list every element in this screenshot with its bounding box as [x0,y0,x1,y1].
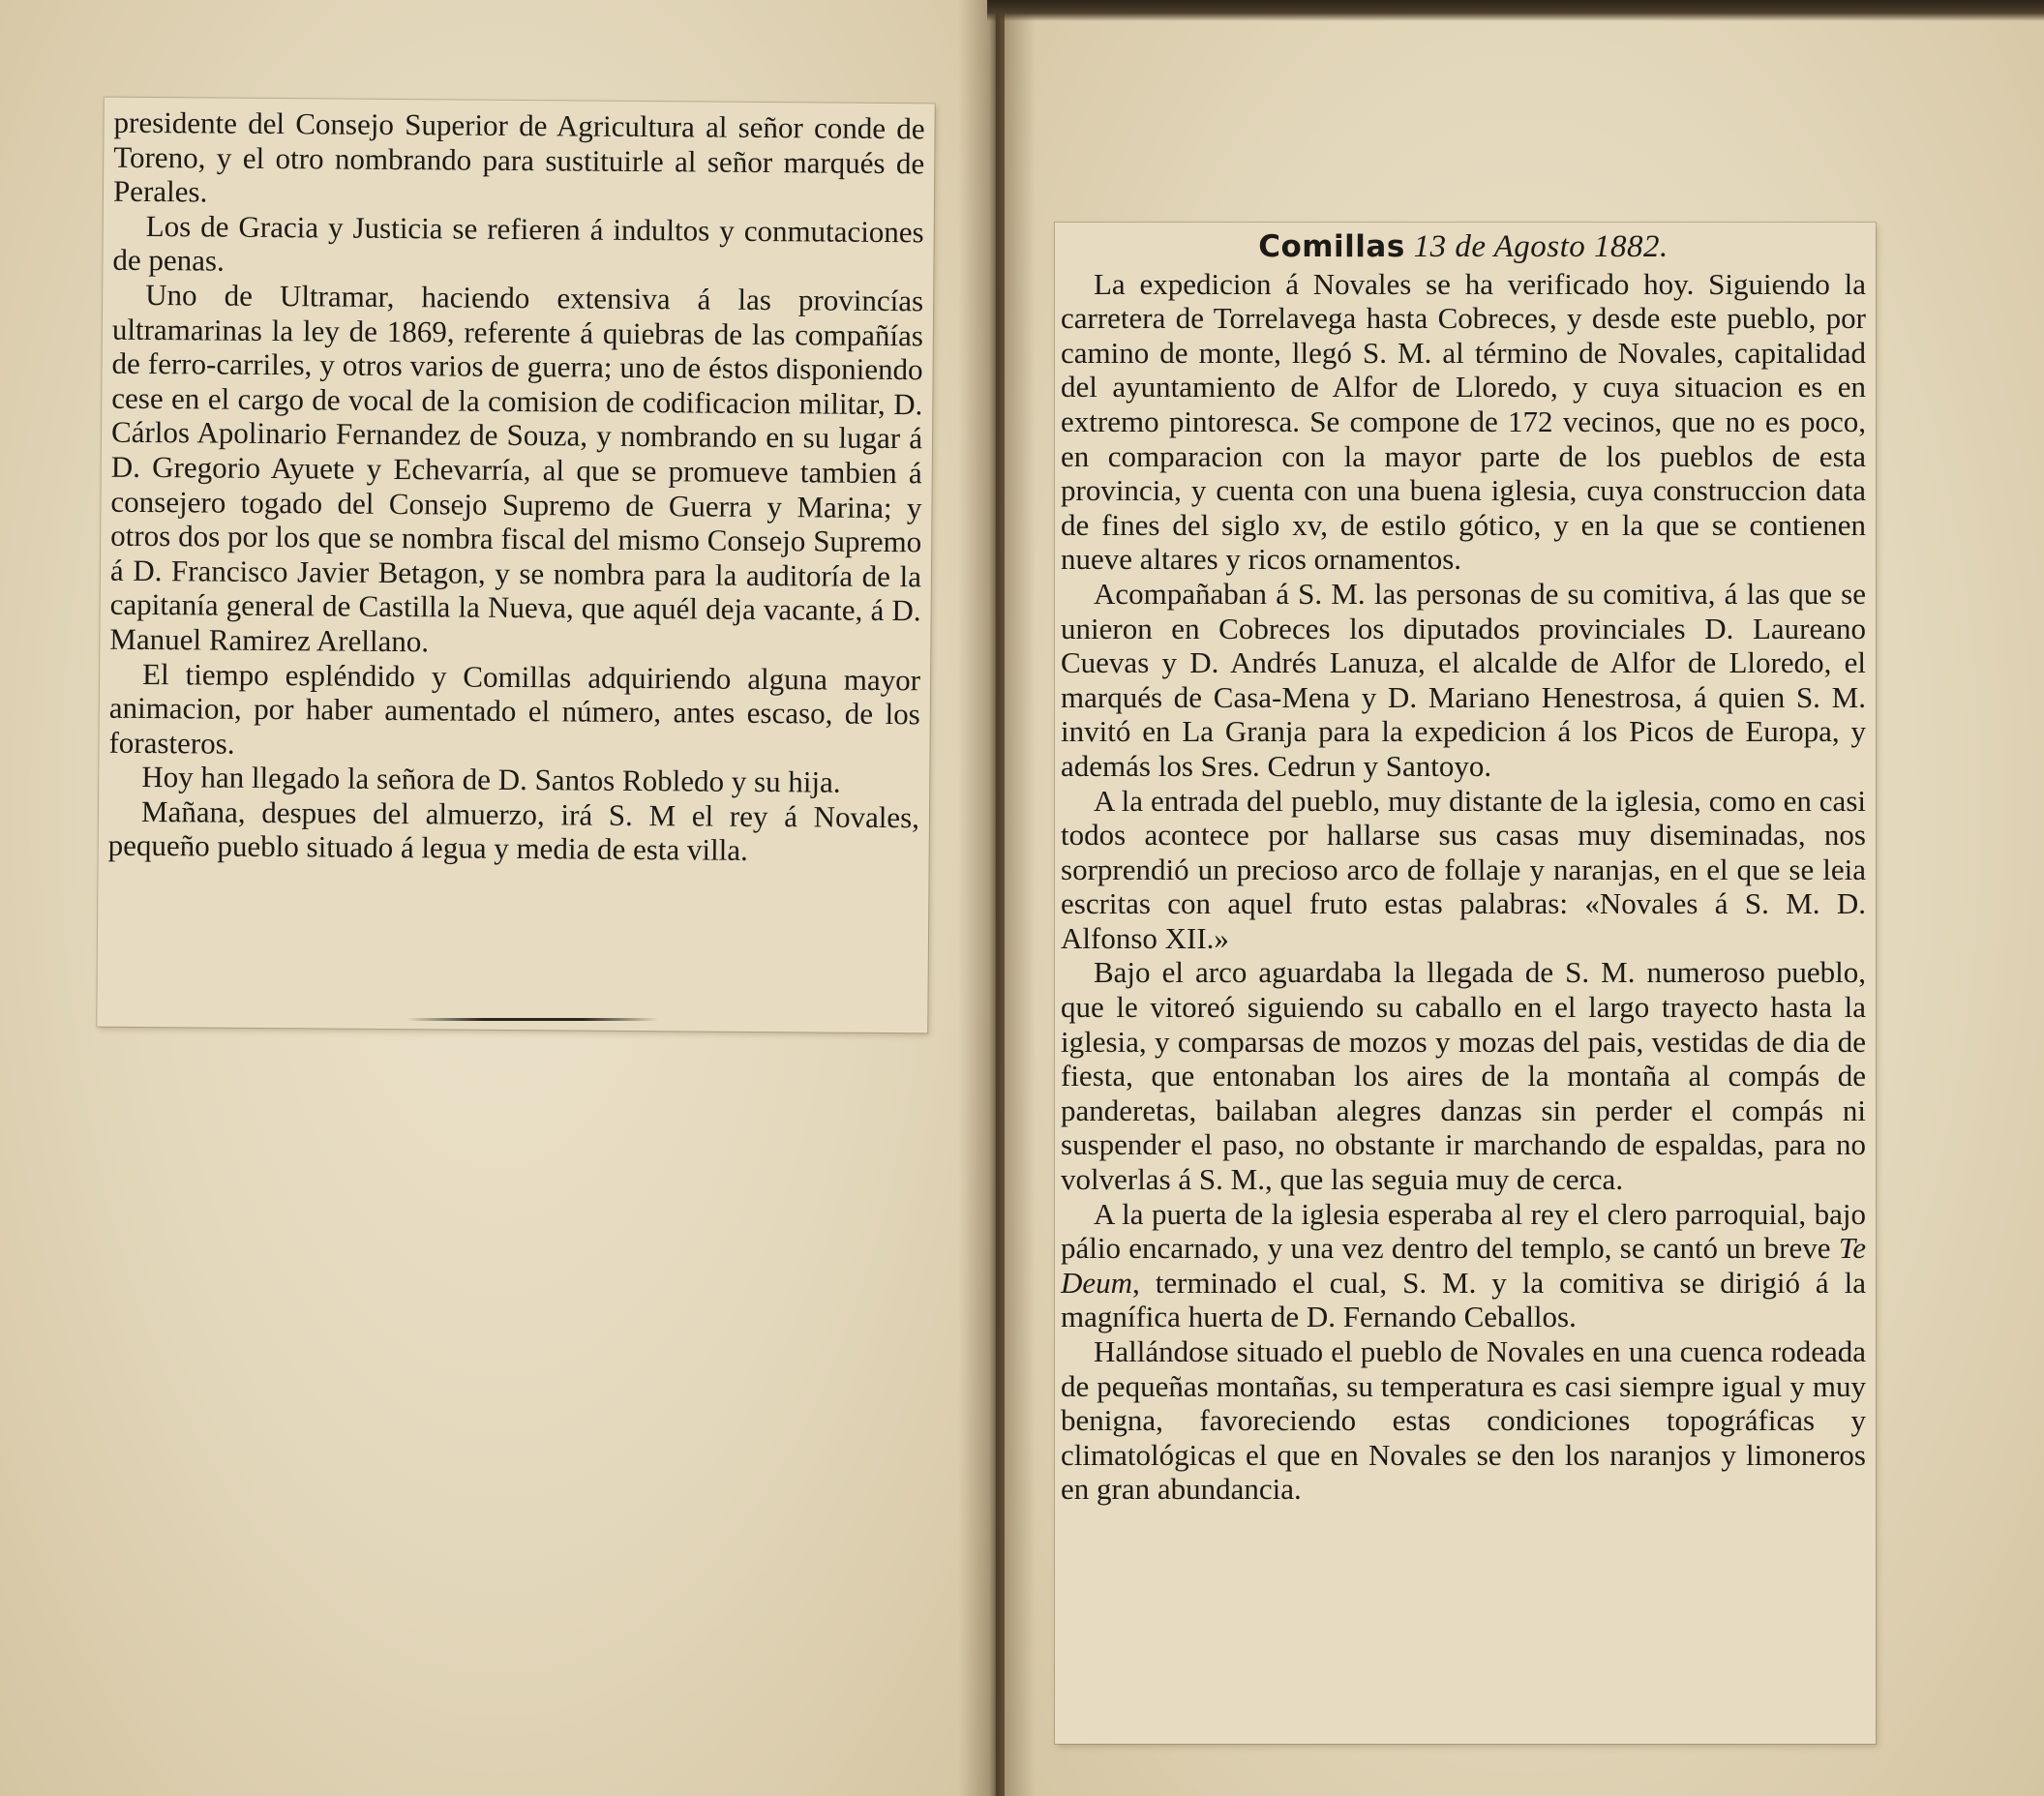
church-text-after: , terminado el [1132,1265,1314,1300]
book-gutter [958,0,1036,1796]
left-paragraph-5: Hoy han llegado la señora de D. Santos Robledo y su hija. [141,760,841,799]
right-paragraph-church [1061,1197,1866,1334]
right-paragraph-2: Acompañaban á S. M. las personas de su comitiva, á las que se unieron en Cobreces los diputados provinciales D. Laureano Cuevas y D. Andrés Lanuza, el alcalde de Alfor de Lloredo, el marqués de Casa-Mena y D. Mariano Henestrosa, á quien S. M. invitó en La Granja para la expedicion á los Picos de Europa, y además los Sres. Cedrun y Santoyo. [1061,576,1866,783]
clipping-end-rule [406,1018,658,1021]
left-newspaper-clipping [97,98,935,1033]
right-paragraph-6: Hallándose situado el pueblo de Novales en una cuenca rodeada de pequeñas montañas, su temperatura es casi siempre igual y muy benigna, favoreciendo estas condiciones topográficas y climatológicas el que en Novales se den los naranjos y limoneros en gran abundancia. [1061,1334,1866,1507]
right-paragraph-3: A la entrada del pueblo, muy distante de la iglesia, como en casi todos acontece por hallarse sus casas muy diseminadas, nos sorprendió un precioso arco de follaje y naranjas, en el que se leia escritas con aquel fruto estas palabras: «Novales á S. M. D. Alfonso XII.» [1061,783,1866,955]
right-paragraph-1: La expedicion á Novales se ha verificado hoy. Siguiendo la carretera de Torrelavega hasta Cobreces, y desde este pueblo, por camino de monte, llegó S. M. al término de Novales, capitalidad del ayuntamiento de Alfor de Lloredo, y cuya situacion es en extremo pintoresca. Se compone de 172 vecinos, que no es poco, en comparacion con la mayor parte de los pueblos de esta provincia, y cuenta con una buena iglesia, cuya construccion data de fines del siglo xv, de estilo gótico, y en la que se contienen nueve altares y ricos ornamentos. [1061,266,1866,577]
right-paragraph-4: Bajo el arco aguardaba la llegada de S. M. numeroso pueblo, que le vitoreó siguiendo su caballo en el largo trayecto hasta la iglesia, y comparsas de mozos y mozas del pais, vestidas de dia de fiesta, que entonaban los aires de la montaña al compás de panderetas, bailaban alegres danzas sin perder el compás ni suspender el paso, no obstante ir marchando de espaldas, para no volverlas á S. M., que las seguia muy de cerca. [1061,955,1866,1197]
te-deum-emphasis: Te Deum [1061,1231,1866,1300]
page-top-edge [987,0,2044,21]
church-text-before: A la puerta de la iglesia esperaba al rey el clero parroquial, bajo pálio encarnado, y una vez dentro del templo, se cantó un breve [1061,1196,1866,1266]
left-paragraph-1: presidente del Consejo Superior de Agricultura al señor conde de Toreno, y el otro nombrando para sustituirle al señor marqués de Perales. [112,105,925,209]
heading-date: 13 de Agosto 1882. [1413,229,1668,264]
heading-place: Comillas [1258,229,1405,264]
left-paragraph-2: Los de Gracia y Justicia se refieren á indultos y conmutaciones de penas. [112,208,924,278]
article-heading [1061,230,1866,265]
left-paragraph-4: El tiempo espléndido y Comillas adquiriendo alguna mayor animacion, por haber aumentado el número, antes escaso, de los forasteros. [108,656,921,761]
left-paragraph-3: Uno de Ultramar, haciendo extensiva á las provincías ultramarinas la ley de 1869, referente á quiebras de las compañías de ferro-carriles, y otros varios de guerra; uno de éstos disponiendo cese en el cargo de vocal de la comision de codificacion militar, D. Cárlos Apolinario Fernandez de Souza, y nombrando en su lugar á D. Gregorio Ayuete y Echevarría, al que se promueve tambien á consejero togado del Consejo Supremo de Guerra y Marina; y otros dos por los que se nombra fiscal del mismo Consejo Supremo á D. Francisco Javier Betagon, y se nombra para la auditoría de la capitanía general de Castilla la Nueva, que aquél deja vacante, á D. Manuel Ramirez Arellano. [109,277,924,659]
left-paragraph-6: Mañana, despues del almuerzo, irá S. M el rey á Novales, pequeño pueblo situado á legua y media de esta villa. [107,793,920,868]
right-newspaper-clipping [1055,223,1876,1744]
church-text-end: cual, S. M. y la comitiva se dirigió á la magnífica huerta de D. Fernando Ceballos. [1061,1265,1866,1334]
